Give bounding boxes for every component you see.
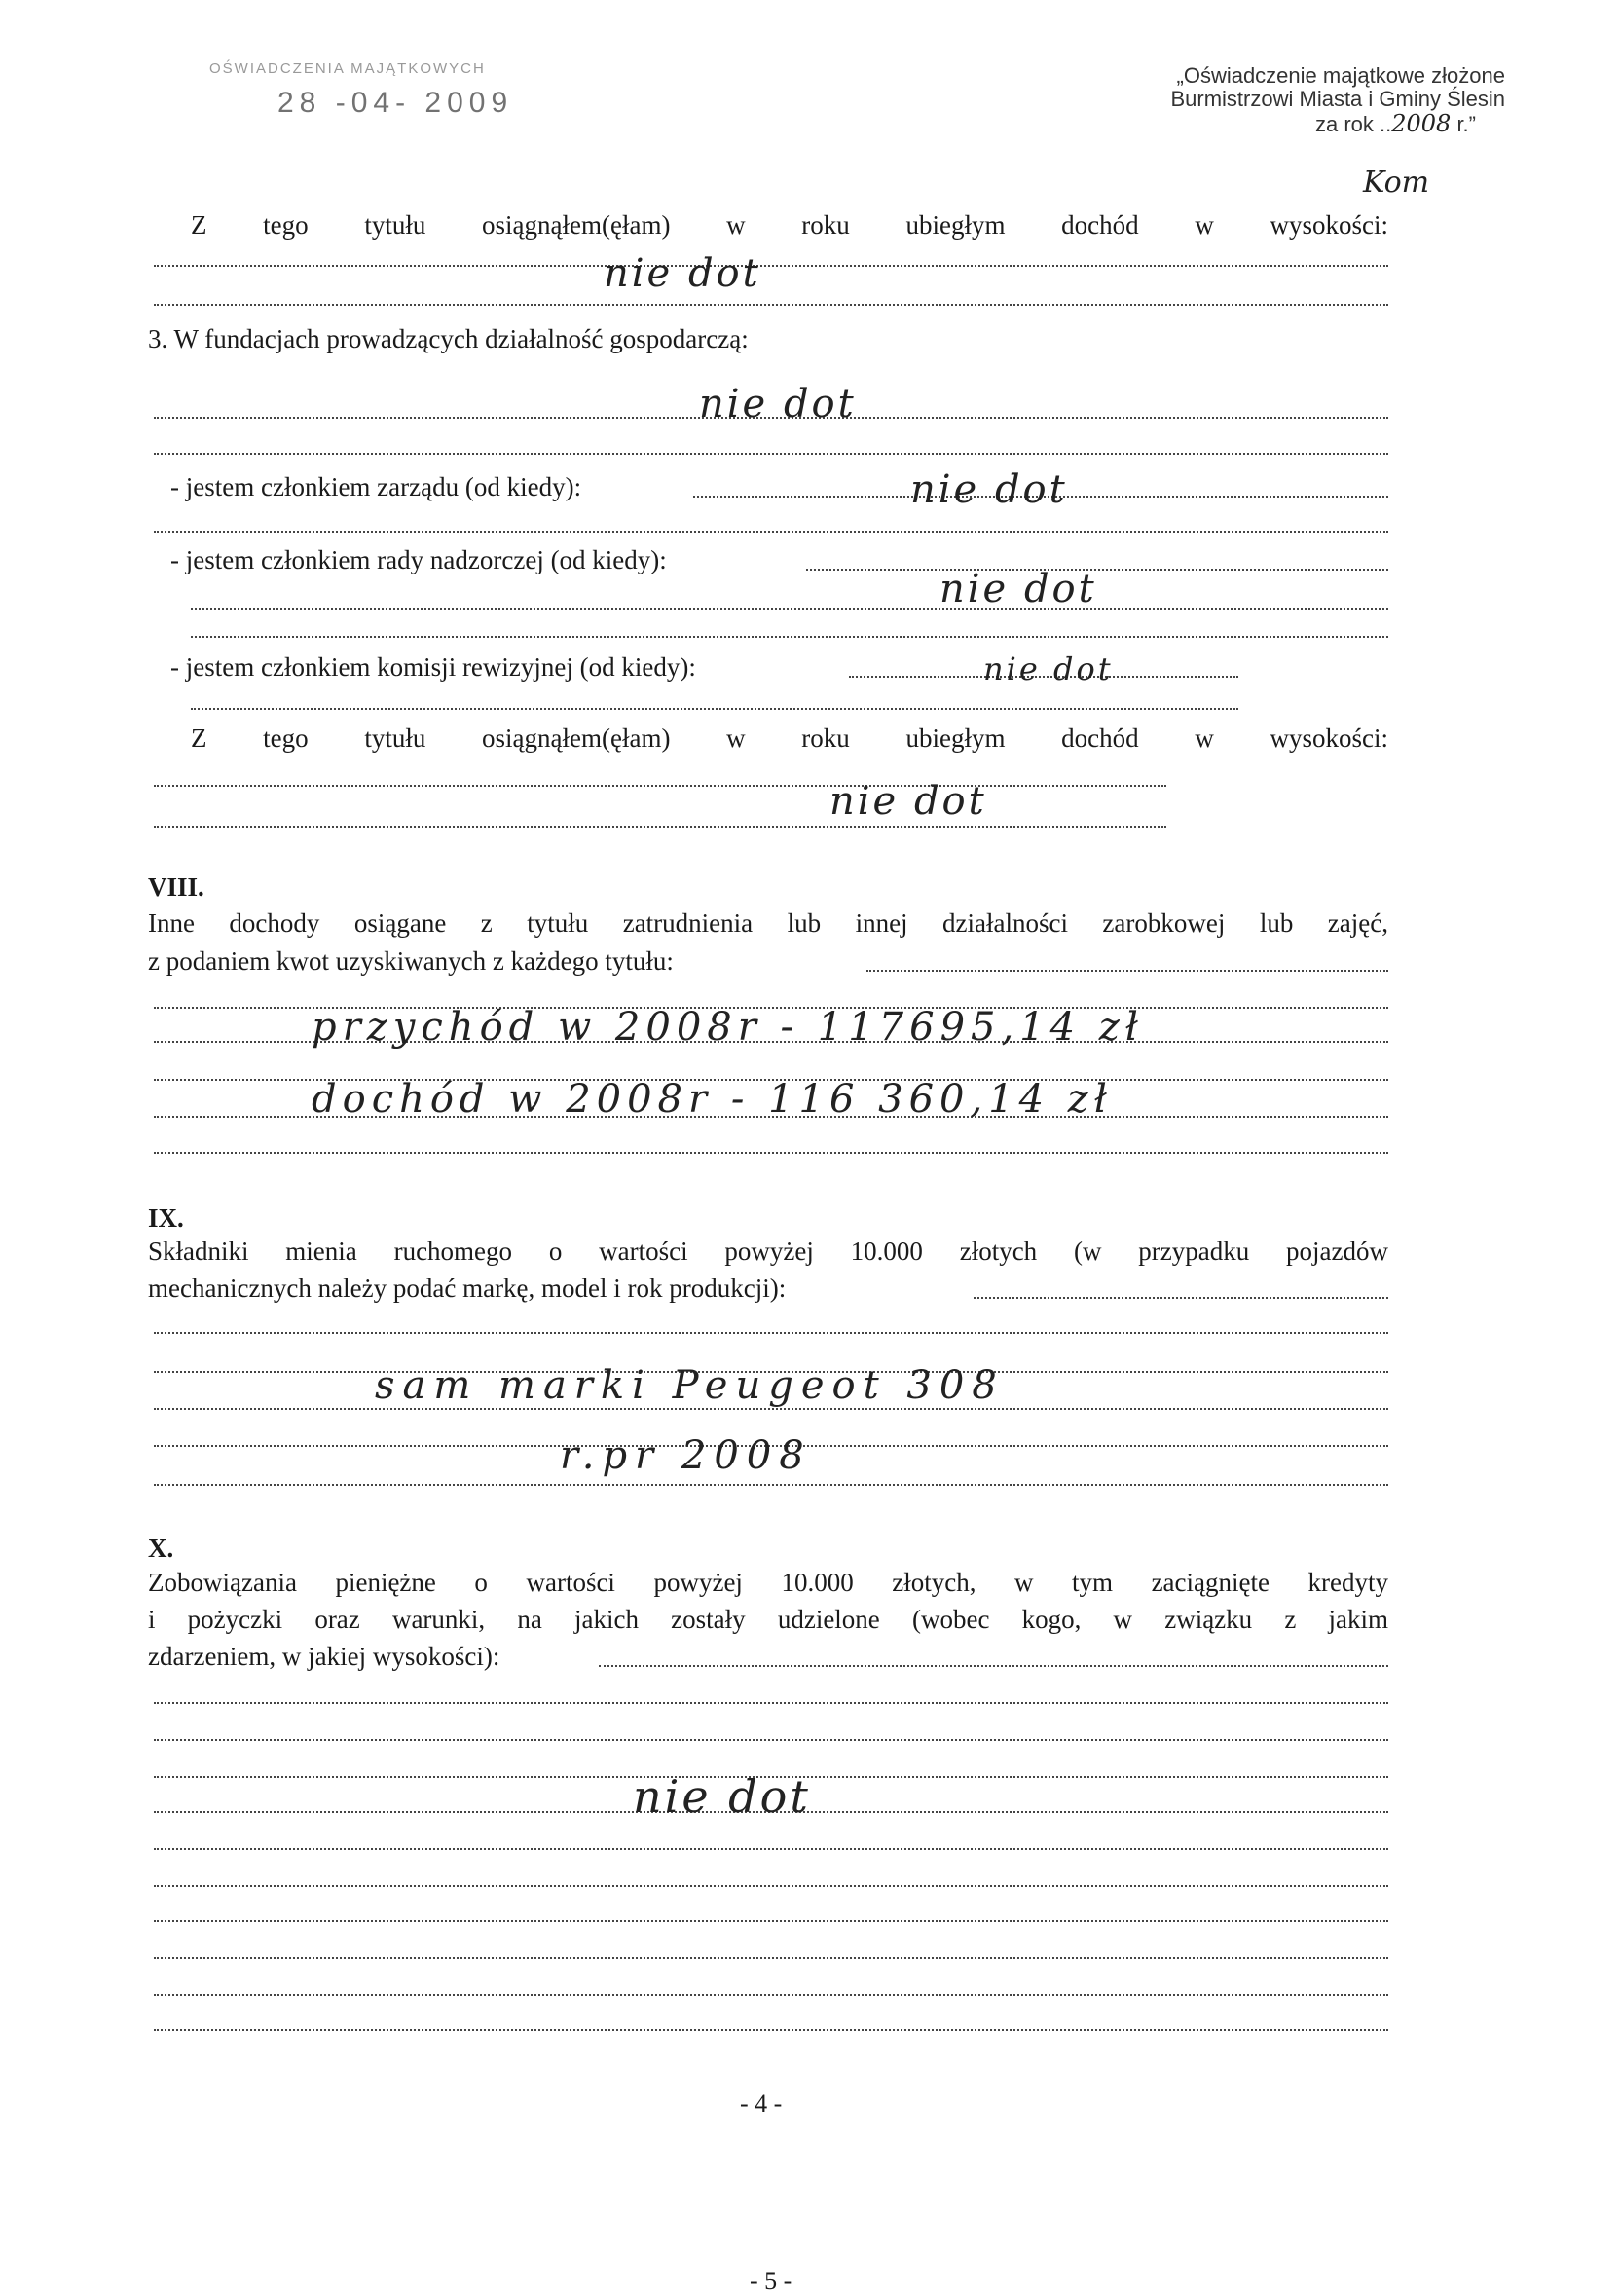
answer-line	[599, 1665, 1388, 1667]
section-x-heading: X.	[148, 1534, 174, 1563]
section-viii-text-2: z podaniem kwot uzyskiwanych z każdego tytułu:	[148, 946, 674, 976]
section-ix-text-1: Składniki mienia ruchomego o wartości powyżej 10.000 złotych (w przypadku pojazdów	[148, 1237, 1388, 1266]
answer-line	[154, 304, 1388, 306]
section-viii-answer-2: dochód w 2008r - 116 360,14 zł	[312, 1077, 1113, 1122]
section-viii-answer-1: przychód w 2008r - 117695,14 zł	[312, 1005, 1144, 1050]
section-x-text-2: i pożyczki oraz warunki, na jakich zostały udzielone (wobec kogo, w związku z jakim	[148, 1605, 1388, 1634]
section-ix-heading: IX.	[148, 1204, 184, 1233]
income-label-2: Z tego tytułu osiągnąłem(ęłam) w roku ubiegłym dochód w wysokości:	[191, 723, 1388, 753]
answer-line	[154, 1957, 1388, 1959]
income-answer-1: nie dot	[604, 251, 761, 296]
stamp-text: OŚWIADCZENIA MAJĄTKOWYCH	[209, 60, 486, 77]
answer-line	[154, 785, 1166, 787]
section-ix-text-2: mechanicznych należy podać markę, model i rok produkcji):	[148, 1274, 787, 1303]
document-header	[1170, 64, 1505, 137]
answer-line	[191, 708, 1238, 710]
section-viii-text-1: Inne dochody osiągane z tytułu zatrudnienia lub innej działalności zarobkowej lub zajęć,	[148, 908, 1388, 938]
answer-line	[154, 1152, 1388, 1154]
page-number: - 4 -	[740, 2090, 783, 2118]
header-year-handwritten: 2008	[1391, 110, 1452, 138]
board-member-label: - jestem członkiem zarządu (od kiedy):	[170, 472, 582, 501]
answer-line	[154, 1920, 1388, 1922]
signature-initials: Kom	[1363, 166, 1430, 200]
answer-line	[866, 970, 1388, 972]
answer-line	[154, 1885, 1388, 1887]
section-viii-heading: VIII.	[148, 872, 204, 902]
received-stamp	[209, 60, 513, 120]
answer-line	[154, 1848, 1388, 1850]
board-member-answer: nie dot	[910, 467, 1068, 512]
item-3-answer: nie dot	[699, 382, 857, 426]
supervisory-board-answer: nie dot	[939, 567, 1097, 611]
section-x-text-1: Zobowiązania pieniężne o wartości powyżej 10.000 złotych, w tym zaciągnięte kredyty	[148, 1568, 1388, 1597]
answer-line	[154, 531, 1388, 533]
section-x-answer: nie dot	[633, 1770, 811, 1823]
answer-line	[154, 1484, 1388, 1486]
answer-line	[154, 1702, 1388, 1704]
answer-line	[191, 636, 1388, 638]
header-line-3: za rok ..2008 r.”	[1315, 110, 1476, 138]
stamp-date: 28 -04- 2009	[277, 87, 514, 119]
answer-line	[154, 265, 1388, 267]
section-x-text-3: zdarzeniem, w jakiej wysokości):	[148, 1642, 500, 1671]
answer-line	[154, 1332, 1388, 1334]
answer-line	[154, 1739, 1388, 1741]
answer-line	[154, 826, 1166, 828]
answer-line	[154, 1408, 1388, 1410]
answer-line	[154, 453, 1388, 455]
item-3-label: 3. W fundacjach prowadzących działalność gospodarczą:	[148, 324, 749, 353]
header-line-2: Burmistrzowi Miasta i Gminy Ślesin	[1170, 87, 1505, 112]
audit-committee-answer: nie dot	[983, 650, 1114, 687]
income-label-1: Z tego tytułu osiągnąłem(ęłam) w roku ubiegłym dochód w wysokości:	[191, 210, 1388, 240]
answer-line	[191, 608, 1388, 610]
answer-line	[806, 569, 1388, 571]
section-ix-answer-1: sam marki Peugeot 308	[375, 1363, 1005, 1408]
page-number-bottom: - 5 -	[750, 2267, 792, 2295]
header-line-1: „Oświadczenie majątkowe złożone	[1176, 63, 1505, 88]
income-answer-2: nie dot	[829, 779, 987, 824]
answer-line	[154, 2029, 1388, 2031]
audit-committee-label: - jestem członkiem komisji rewizyjnej (od kiedy):	[170, 652, 696, 682]
answer-line	[154, 1994, 1388, 1996]
supervisory-board-label: - jestem członkiem rady nadzorczej (od kiedy):	[170, 545, 667, 574]
answer-line	[974, 1297, 1388, 1299]
section-ix-answer-2: r.pr 2008	[560, 1433, 812, 1478]
